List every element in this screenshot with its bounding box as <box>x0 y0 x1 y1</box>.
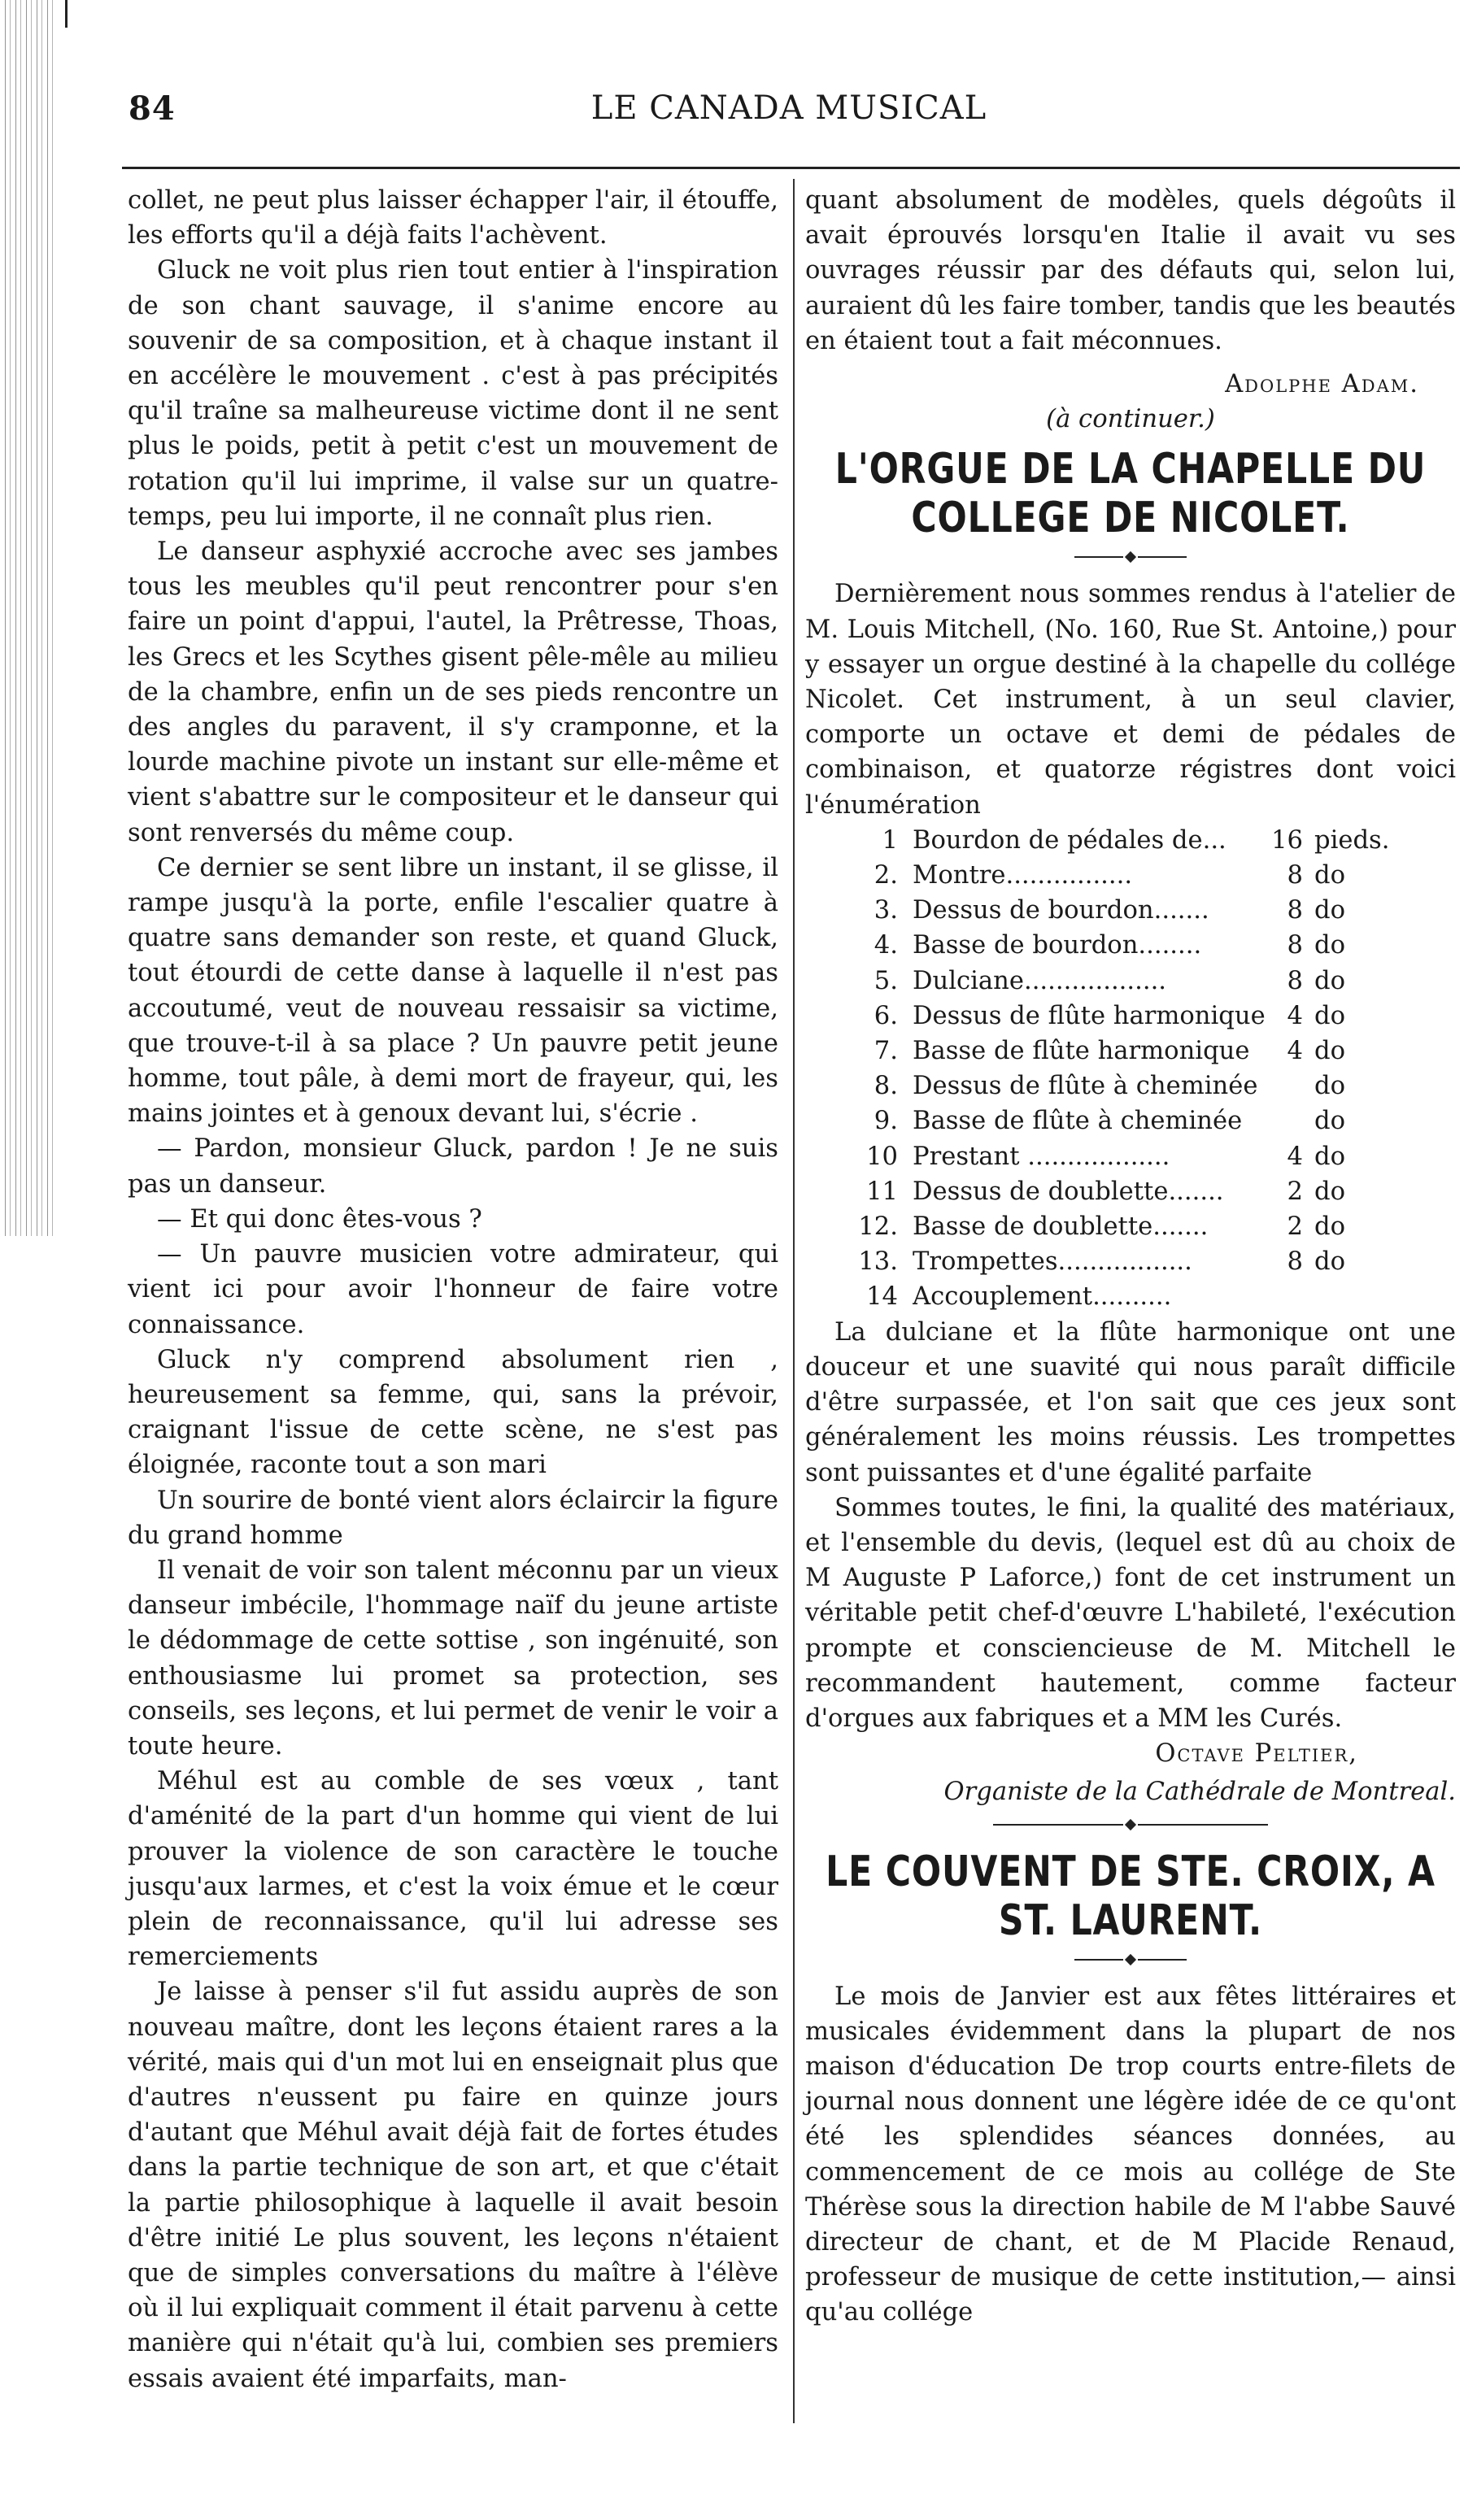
header-rule <box>122 167 1460 169</box>
paragraph: Un sourire de bonté vient alors éclaircir la figure du grand homme <box>128 1486 778 1550</box>
list-item: 9. Basse de flûte à cheminée do <box>874 1107 1346 1136</box>
paragraph: Gluck ne voit plus rien tout entier à l'inspiration de son chant sauvage, il s'anime encore au souvenir de sa composition, et à chaque instant il en accélère le mouvement . c'est à pas précipités qu'il traîne sa malheureuse victime dont il ne sent plus le poids, petit à petit c'est un mouvement de rotation qu'il lui imprime, il valse sur un quatre-temps, peu lui importe, il ne connaît plus rien. <box>128 256 778 531</box>
list-item: 6. Dessus de flûte harmonique 4 do <box>874 1001 1346 1030</box>
list-item: 5. Dulciane.................. 8 do <box>874 966 1346 995</box>
author-signature: Octave Peltier, <box>1155 1739 1358 1769</box>
paragraph: Le danseur asphyxié accroche avec ses jambes tous les meubles qu'il peut rencontrer pour s'en faire un point d'appui, l'autel, la Prêtresse, Thoas, les Grecs et les Scythes gisent pêle-mêle au milieu de la chambre, enfin un de ses pieds rencontre un des angles du paravent, il s'y cramponne, et la lourde machine pivote un instant sur elle-même et vient s'abattre sur le compositeur et le danseur qui sont renversés du même coup. <box>128 538 778 847</box>
list-item: 11 Dessus de doublette....... 2 do <box>866 1177 1346 1206</box>
journal-title: LE CANADA MUSICAL <box>590 89 987 127</box>
article-heading: L'ORGUE DE LA CHAPELLE DU COLLEGE DE NICOLET. <box>834 445 1427 543</box>
paragraph: Le mois de Janvier est aux fêtes littéraires et musicales évidemment dans la plupart de nos maison d'éducation De trop courts entre-filets de journal nous donnent une légère idée de ce qu'ont été les splendides séances données, au commencement de ce mois au collége de Ste Thérèse sous la direction habile de M l'abbe Sauvé directeur de chant, et de M Placide Renaud, professeur de musique de cette institution,— ainsi qu'au collége <box>805 1982 1456 2327</box>
paragraph: collet, ne peut plus laisser échapper l'air, il étouffe, les efforts qu'il a déjà faits l'achèvent. <box>128 186 778 250</box>
dialogue-line: — Et qui donc êtes-vous ? <box>157 1204 482 1234</box>
paragraph: Méhul est au comble de ses vœux , tant d'aménité de la part d'un homme qui vient de lui prouver la violence de son caractère le touche jusqu'aux larmes, et c'est la voix émue et le cœur plein de reconnaissance, qu'il lui adresse ses remerciements <box>128 1767 778 1972</box>
list-item: 13. Trompettes................. 8 do <box>858 1247 1346 1277</box>
page-number: 84 <box>129 89 176 128</box>
list-item: 2. Montre................ 8 do <box>874 861 1346 890</box>
author-signature: Adolphe Adam. <box>1225 370 1419 399</box>
paragraph: quant absolument de modèles, quels dégoûts il avait éprouvés lorsqu'en Italie il avait vu ses ouvrages réussir par des défauts qui, selon lui, auraient dû les faire tomber, tandis que les beautés en étaient tout a fait méconnues. <box>805 186 1456 355</box>
binding-mark <box>65 0 68 28</box>
author-role: Organiste de la Cathédrale de Montreal. <box>943 1778 1456 1807</box>
paragraph: Dernièrement nous sommes rendus à l'atelier de M. Louis Mitchell, (No. 160, Rue St. Antoine,) pour y essayer un orgue destiné à la chapelle du collége Nicolet. Cet instrument, à un seul clavier, comporte un octave et demi de pédales de combinaison, et quatorze régistres dont voici l'énumération <box>805 580 1456 820</box>
paragraph: Ce dernier se sent libre un instant, il se glisse, il rampe jusqu'à la porte, enfile l'escalier quatre à quatre sans demander son reste, et quand Gluck, tout étourdi de cette danse à laquelle il n'est pas accoutumé, veut de nouveau ressaisir sa victime, que trouve-t-il à sa place ? Un pauvre petit jeune homme, tout pâle, à demi mort de frayeur, qui, les mains jointes et à genoux devant lui, s'écrie . <box>128 853 778 1129</box>
list-item: 3. Dessus de bourdon....... 8 do <box>874 896 1346 925</box>
list-item: 14 Accouplement.......... <box>866 1282 1172 1312</box>
right-column <box>805 183 1456 2331</box>
organ-stops-list <box>851 823 1456 1315</box>
paragraph: Je laisse à penser s'il fut assidu auprès de son nouveau maître, dont les leçons étaient rares a la vérité, mais qui d'un mot lui en enseignait plus que d'autres n'eussent pu faire en quinze jours d'autant que Méhul avait déjà fait de fortes études dans la partie technique de son art, et que c'était la partie philosophique à laquelle il avait besoin d'être initié Le plus souvent, les leçons n'étaient que de simples conversations du maître à l'élève où il lui expliquait comment il était parvenu à cette manière qui n'était qu'à lui, combien ses premiers essais avaient été imparfaits, man- <box>128 1978 778 2393</box>
divider-ornament <box>805 1945 1456 1974</box>
column-divider <box>793 179 795 2423</box>
left-column <box>128 183 778 2396</box>
binding-edge <box>0 0 57 1236</box>
dialogue-line: — Pardon, monsieur Gluck, pardon ! Je ne suis pas un danseur. <box>128 1134 778 1199</box>
list-item: 10 Prestant .................. 4 do <box>866 1142 1346 1171</box>
paragraph: Gluck n'y comprend absolument rien , heureusement sa femme, qui, sans la prévoir, craignant l'issue de cette scène, ne s'est pas éloignée, raconte tout a son mari <box>128 1345 778 1480</box>
paragraph: Sommes toutes, le fini, la qualité des matériaux, et l'ensemble du devis, (lequel est dû au choix de M Auguste P Laforce,) font de cet instrument un véritable petit chef-d'œuvre L'habileté, l'exécution prompte et consciencieuse de M. Mitchell le recommandent hautement, comme facteur d'orgues aux fabriques et a MM les Curés. <box>805 1493 1456 1733</box>
dialogue-line: — Un pauvre musicien votre admirateur, qui vient ici pour avoir l'honneur de faire votre connaissance. <box>128 1240 778 1339</box>
to-be-continued: (à continuer.) <box>1046 405 1215 434</box>
list-item: 8. Dessus de flûte à cheminée do <box>874 1072 1346 1101</box>
list-item: 1 Bourdon de pédales de... 16 pieds. <box>882 825 1390 855</box>
divider-ornament <box>805 1810 1456 1839</box>
paragraph: Il venait de voir son talent méconnu par un vieux danseur imbécile, l'hommage naïf du jeune artiste le dédommage de cette sottise , son ingénuité, son enthousiasme lui promet sa protection, ses conseils, ses leçons, et lui permet de venir le voir a toute heure. <box>128 1556 778 1761</box>
list-item: 4. Basse de bourdon........ 8 do <box>874 931 1346 960</box>
list-item: 7. Basse de flûte harmonique 4 do <box>874 1037 1346 1066</box>
article-heading: LE COUVENT DE STE. CROIX, A ST. LAURENT. <box>826 1847 1436 1945</box>
paragraph: La dulciane et la flûte harmonique ont une douceur et une suavité qui nous paraît difficile d'être surpassée, et l'on sait que ces jeux sont généralement les moins réussis. Les trompettes sont puissantes et d'une égalité parfaite <box>805 1317 1456 1487</box>
page-header <box>122 81 1456 130</box>
divider-ornament <box>805 542 1456 572</box>
list-item: 12. Basse de doublette....... 2 do <box>858 1212 1346 1242</box>
